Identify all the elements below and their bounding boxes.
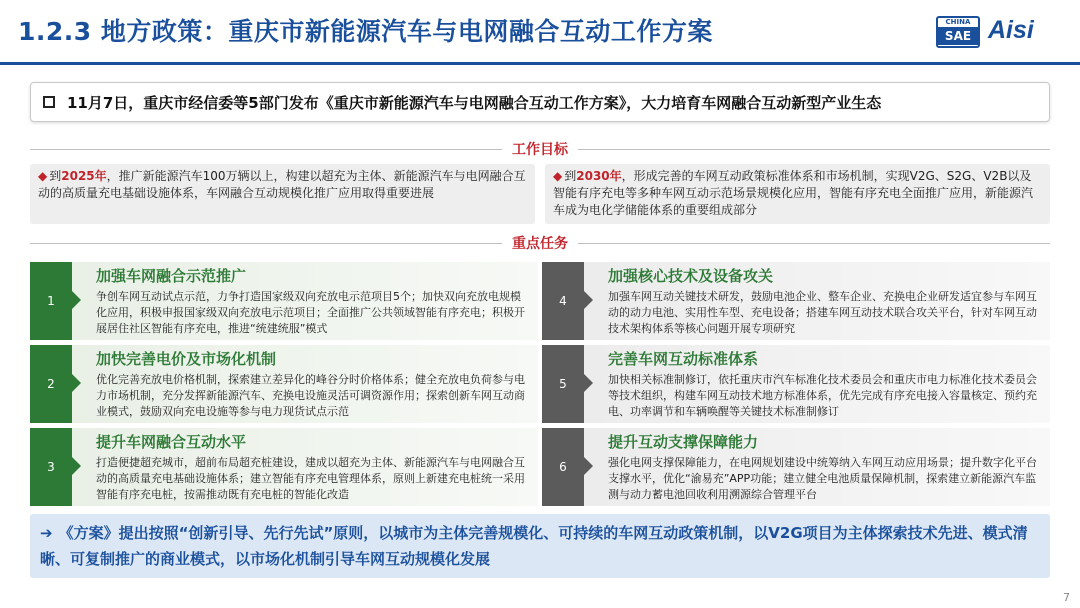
diamond-bullet-icon: ◆ (38, 169, 48, 183)
task-title: 提升车网融合互动水平 (96, 433, 247, 451)
task-title: 提升互动支撑保障能力 (608, 433, 759, 451)
task-card-5 (542, 345, 1050, 423)
task-number: 3 (30, 428, 72, 506)
goal-card-2025 (30, 164, 535, 224)
task-body (584, 345, 1050, 423)
task-description: 优化完善充放电价格机制，探索建立差异化的峰谷分时价格体系；健全充放电负荷参与电力市场机制，充分发挥新能源汽车、充换电设施灵活可调资源作用；探索创新车网互动商业模式，鼓励双向充电设施等参与电力现货试点示范 (96, 373, 525, 418)
goal-year: 2025年 (61, 169, 107, 183)
checkbox-square-icon (43, 96, 55, 108)
summary-box (30, 514, 1050, 578)
arrow-right-icon (72, 374, 81, 392)
task-body (72, 262, 538, 340)
notice-banner (30, 82, 1050, 122)
tasks-section-label: 重点任务 (512, 236, 568, 252)
task-description: 打造便捷超充城市，超前布局超充桩建设，建成以超充为主体、新能源汽车与电网融合互动的高质量充电基础设施体系；建立智能有序充电管理体系，原则上新建充电桩统一采用智能有序充电桩，按需推动既有充电桩的智能化改造 (96, 456, 525, 501)
goal-prefix: 到 (564, 169, 577, 183)
china-sae-logo (936, 16, 980, 48)
task-description: 加强车网互动关键技术研发，鼓励电池企业、整车企业、充换电企业研发适宜参与车网互动的动力电池、实用性车型、充电设备；搭建车网互动技术联合攻关平台，针对车网互动技术架构体系等核心问题开展专项研究 (608, 290, 1037, 335)
goal-year: 2030年 (576, 169, 622, 183)
aisi-logo: Aisi (988, 16, 1034, 44)
task-card-1 (30, 262, 538, 340)
arrow-right-icon (72, 457, 81, 475)
goal-prefix: 到 (49, 169, 62, 183)
task-card-4 (542, 262, 1050, 340)
arrow-right-icon (584, 291, 593, 309)
arrow-right-icon (584, 457, 593, 475)
goals-section-header (30, 139, 1050, 159)
goal-text: ，推广新能源汽车100万辆以上，构建以超充为主体、新能源汽车与电网融合互动的高质量充电基础设施体系，车网融合互动规模化推广应用取得重要进展 (38, 169, 526, 200)
task-description: 加快相关标准制修订，依托重庆市汽车标准化技术委员会和重庆市电力标准化技术委员会等技术组织，构建车网互动技术地方标准体系，优先完成有序充电接入容量核定、预约充电、功率调节和车辆唤醒等关键技术标准制修订 (608, 373, 1037, 418)
task-title: 加强核心技术及设备攻关 (608, 267, 774, 285)
page-number: 7 (1063, 591, 1070, 604)
arrow-right-icon (584, 374, 593, 392)
arrow-right-icon: ➔ (40, 524, 53, 542)
task-body (72, 428, 538, 506)
goal-card-2030 (545, 164, 1050, 224)
task-description: 争创车网互动试点示范，力争打造国家级双向充放电示范项目5个；加快双向充放电规模化应用，积极申报国家级双向充放电示范项目；全面推广公共领域智能有序充电；积极开展居住社区智能有序充电，推进“统建统服”模式 (96, 290, 525, 335)
task-number: 2 (30, 345, 72, 423)
task-card-2 (30, 345, 538, 423)
task-title: 加快完善电价及市场化机制 (96, 350, 277, 368)
divider-left (30, 243, 502, 244)
task-title: 完善车网互动标准体系 (608, 350, 759, 368)
task-number: 6 (542, 428, 584, 506)
task-description: 强化电网支撑保障能力，在电网规划建设中统筹纳入车网互动应用场景；提升数字化平台支撑水平，优化“渝易充”APP功能；建立健全电池质量保障机制，探索建立新能源汽车监测与动力蓄电池回收利用溯源综合管理平台 (608, 456, 1037, 501)
task-number: 5 (542, 345, 584, 423)
header-divider (0, 62, 1080, 65)
summary-text: 《方案》提出按照“创新引导、先行先试”原则，以城市为主体完善规模化、可持续的车网互动政策机制，以V2G项目为主体探索技术先进、模式清晰、可复制推广的商业模式，以市场化机制引导车网互动规模化发展 (40, 524, 1028, 568)
tasks-section-header (30, 233, 1050, 253)
logo-sae-main-text: SAE (938, 27, 978, 45)
task-card-3 (30, 428, 538, 506)
task-number: 1 (30, 262, 72, 340)
divider-left (30, 149, 502, 150)
goal-text: ，形成完善的车网互动政策标准体系和市场机制，实现V2G、S2G、V2B以及智能有序充电等多种车网互动示范场景规模化应用，智能有序充电全面推广应用，新能源汽车成为电化学储能体系的重要组成部分 (553, 169, 1034, 217)
task-body (584, 428, 1050, 506)
page-title: 1.2.3 地方政策：重庆市新能源汽车与电网融合互动工作方案 (18, 17, 713, 46)
goals-section-label: 工作目标 (512, 142, 568, 158)
divider-right (578, 243, 1050, 244)
notice-text: 11月7日，重庆市经信委等5部门发布《重庆市新能源汽车与电网融合互动工作方案》，大力培育车网融合互动新型产业生态 (67, 93, 882, 112)
logo-sae-top-text: CHINA (945, 18, 971, 26)
task-body (72, 345, 538, 423)
task-number: 4 (542, 262, 584, 340)
task-body (584, 262, 1050, 340)
divider-right (578, 149, 1050, 150)
task-card-6 (542, 428, 1050, 506)
arrow-right-icon (72, 291, 81, 309)
task-title: 加强车网融合示范推广 (96, 267, 247, 285)
diamond-bullet-icon: ◆ (553, 169, 563, 183)
